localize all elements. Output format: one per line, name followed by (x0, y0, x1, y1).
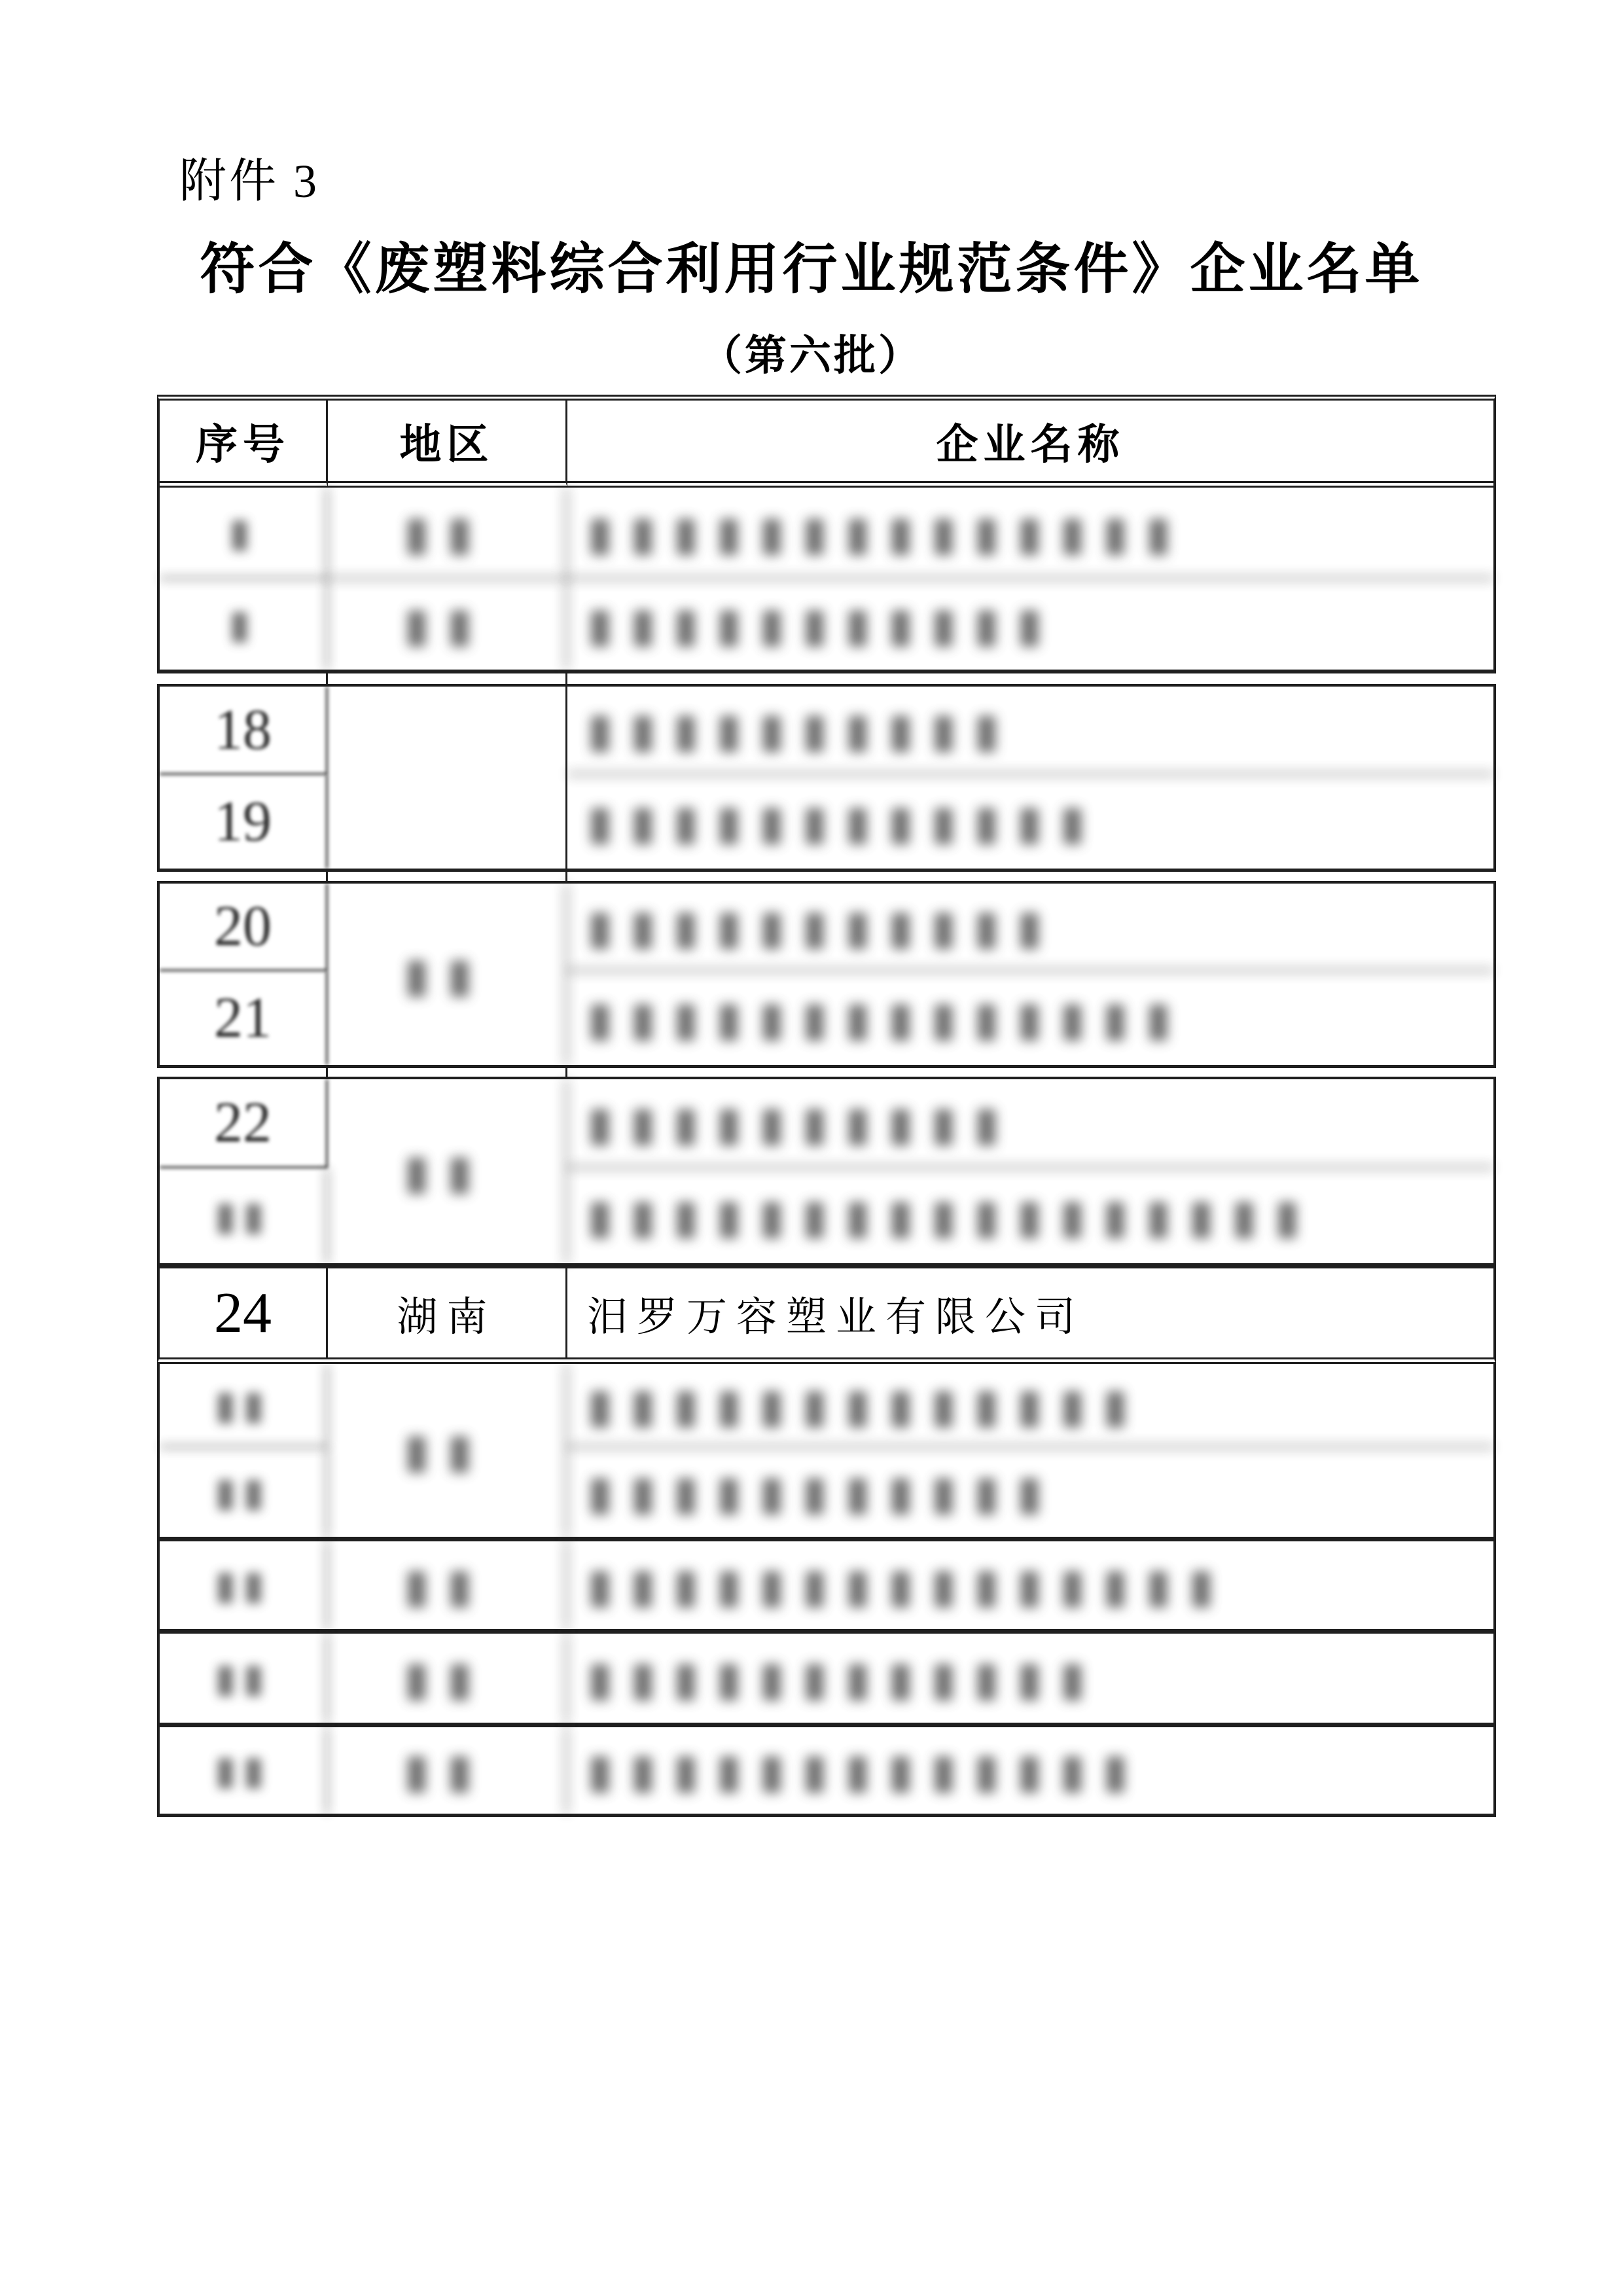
row-1-region-redacted: ▮▮ (328, 488, 567, 579)
row-18-19-region-empty (328, 687, 567, 869)
row-1-number-redacted: ▮ (160, 488, 328, 579)
column-line-stub (565, 673, 567, 684)
row-1-company-redacted: ▮▮▮▮▮▮▮▮▮▮▮▮▮▮ (567, 488, 1493, 579)
row-25-26-region-redacted: ▮▮ (328, 1364, 567, 1537)
row-29-number-redacted: ▮▮ (160, 1727, 328, 1814)
page-splice-gap (157, 872, 1496, 881)
table-section-header-rows-1-2 (157, 395, 1496, 673)
table-section-row-27 (157, 1537, 1496, 1629)
row-25-number-redacted: ▮▮ (160, 1364, 328, 1448)
row-18-number: 18 (160, 687, 328, 775)
column-line-stub (326, 673, 328, 684)
row-29-region-redacted: ▮▮ (328, 1727, 567, 1814)
attachment-label: 附件 3 (179, 155, 320, 207)
row-27-company-redacted: ▮▮▮▮▮▮▮▮▮▮▮▮▮▮▮ (587, 1558, 1232, 1613)
table-section-row-24 (157, 1263, 1496, 1364)
row-23-number-redacted: ▮▮ (160, 1168, 328, 1263)
row-22-company-redacted: ▮▮▮▮▮▮▮▮▮▮ (567, 1079, 1493, 1168)
row-25-company-redacted: ▮▮▮▮▮▮▮▮▮▮▮▮▮ (567, 1364, 1493, 1448)
table-section-row-28 (157, 1629, 1496, 1723)
header-region: 地区 (328, 401, 567, 488)
row-24-region: 湖南 (328, 1268, 567, 1357)
row-28-region-redacted: ▮▮ (328, 1634, 567, 1723)
row-21-number: 21 (160, 971, 328, 1065)
row-20-21-region-redacted: ▮▮ (328, 884, 567, 1065)
row-28-number-redacted: ▮▮ (160, 1634, 328, 1723)
row-18-company-redacted: ▮▮▮▮▮▮▮▮▮▮ (567, 687, 1493, 775)
row-19-number: 19 (160, 775, 328, 869)
row-21-company-redacted: ▮▮▮▮▮▮▮▮▮▮▮▮▮▮ (587, 990, 1188, 1046)
header-company: 企业名称 (567, 401, 1493, 488)
row-20-company-redacted: ▮▮▮▮▮▮▮▮▮▮▮ (567, 884, 1493, 971)
page-splice-gap (157, 673, 1496, 684)
row-20-number: 20 (160, 884, 328, 971)
table-section-rows-20-21 (157, 881, 1496, 1068)
page-splice-gap (157, 1068, 1496, 1077)
row-26-number-redacted: ▮▮ (160, 1448, 328, 1537)
row-26-company-redacted: ▮▮▮▮▮▮▮▮▮▮▮ (587, 1465, 1060, 1520)
column-line-stub (565, 872, 567, 881)
row-22-number: 22 (160, 1079, 328, 1168)
row-24-number: 24 (160, 1268, 328, 1357)
header-no: 序号 (160, 401, 328, 488)
table-section-rows-22-23 (157, 1077, 1496, 1263)
row-24-company: 汨罗万容塑业有限公司 (587, 1295, 1085, 1340)
document-subtitle: （第六批） (700, 332, 923, 379)
row-28-company-redacted: ▮▮▮▮▮▮▮▮▮▮▮▮ (587, 1651, 1103, 1706)
column-line-stub (565, 1068, 567, 1077)
table-section-row-29 (157, 1723, 1496, 1817)
row-2-company-redacted: ▮▮▮▮▮▮▮▮▮▮▮ (587, 597, 1060, 652)
row-2-region-redacted: ▮▮ (328, 579, 567, 670)
document-title: 符合《废塑料综合利用行业规范条件》企业名单 (200, 240, 1423, 300)
column-line-stub (326, 872, 328, 881)
row-27-number-redacted: ▮▮ (160, 1541, 328, 1629)
table-section-rows-25-26 (157, 1364, 1496, 1537)
table-section-rows-18-19 (157, 684, 1496, 872)
row-23-company-redacted: ▮▮▮▮▮▮▮▮▮▮▮▮▮▮▮▮▮ (587, 1188, 1317, 1244)
row-19-company-redacted: ▮▮▮▮▮▮▮▮▮▮▮▮ (587, 794, 1103, 850)
row-22-23-region-redacted: ▮▮ (328, 1079, 567, 1263)
column-line-stub (326, 1068, 328, 1077)
row-27-region-redacted: ▮▮ (328, 1541, 567, 1629)
company-table (157, 395, 1496, 1817)
row-2-number-redacted: ▮ (160, 579, 328, 670)
row-29-company-redacted: ▮▮▮▮▮▮▮▮▮▮▮▮▮ (587, 1743, 1146, 1798)
